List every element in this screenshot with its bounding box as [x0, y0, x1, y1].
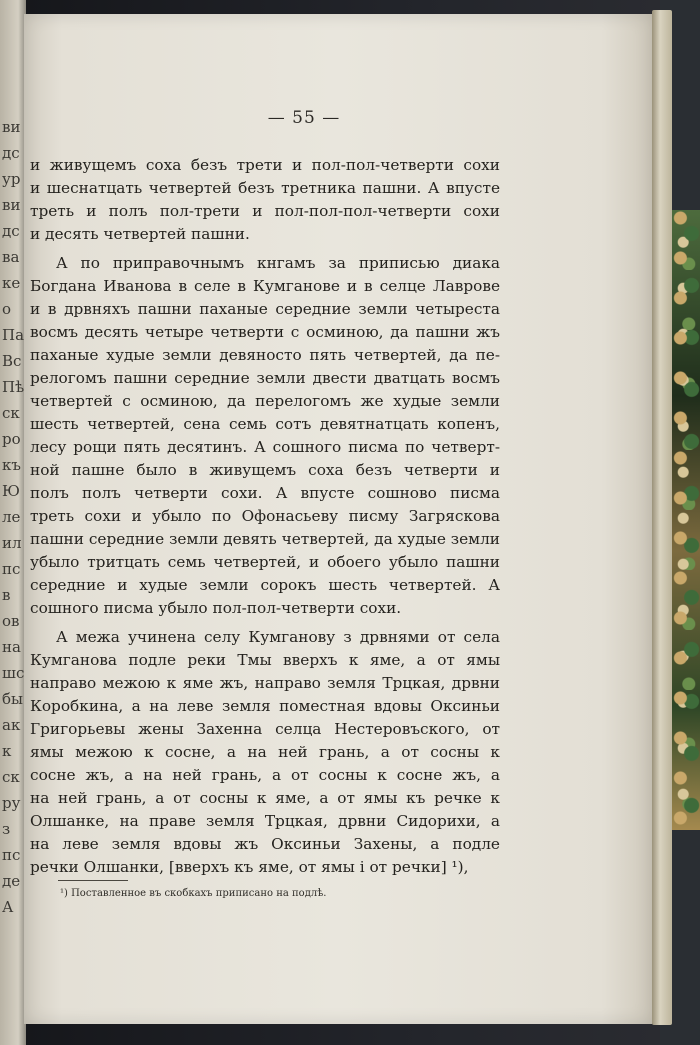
left-page-fragment: ск: [2, 768, 20, 786]
left-page-fragment: о: [2, 300, 12, 318]
text-line: и шеснатцать четвертей безъ третника пашни. А впусте: [30, 179, 500, 197]
paragraph: [30, 252, 500, 620]
text-line: и десять четвертей пашни.: [30, 225, 250, 243]
text-line: четвертей с осминою, да перелогомъ же худые земли: [30, 392, 500, 410]
left-page-fragment: ур: [2, 170, 21, 188]
left-page-fragment: ру: [2, 794, 21, 812]
left-page-fragment: Ю: [2, 482, 20, 500]
left-page-fragment: в: [2, 586, 11, 604]
left-page-fragment: бы: [2, 690, 23, 708]
text-line: Олшанке, на праве земля Трцкая, дрвни Сидорихи, а: [30, 812, 500, 830]
left-page-fragment: Па: [2, 326, 25, 344]
left-page-fragment: ак: [2, 716, 21, 734]
text-line: на ней грань, а от сосны к яме, а от ямы къ речке к: [30, 789, 500, 807]
text-line: ямы межою к сосне, а на ней грань, а от сосны к: [30, 743, 500, 761]
text-line: Богдана Иванова в селе в Кумганове и в селце Лаврове: [30, 277, 500, 295]
text-line: шесть четвертей, сена семь сотъ девятнатцать копенъ,: [30, 415, 500, 433]
paragraph: [30, 626, 500, 879]
text-line: на леве земля вдовы жъ Оксиньи Захены, а подле: [30, 835, 500, 853]
marbled-endpaper: [672, 210, 700, 830]
text-line: Григорьевы жены Захенна селца Нестеровъского, от: [30, 720, 500, 738]
left-page-fragment: ви: [2, 118, 21, 136]
text-line: и в дрвняхъ пашни паханые середние земли четыреста: [30, 300, 500, 318]
left-page-fragment: на: [2, 638, 21, 656]
text-line: Коробкина, а на леве земля поместная вдовы Оксиньи: [30, 697, 500, 715]
left-page-fragment: пс: [2, 846, 21, 864]
text-line: направо межою к яме жъ, направо земля Трцкая, дрвни: [30, 674, 500, 692]
text-line: полъ полъ четверти сохи. А впусте сошново писма: [30, 484, 500, 502]
text-line: Кумганова подле реки Тмы вверхъ к яме, а от ямы: [30, 651, 500, 669]
left-page-fragment: де: [2, 872, 21, 890]
left-page-fragment: ил: [2, 534, 22, 552]
text-line: А по приправочнымъ кнгамъ за приписью диака: [56, 254, 500, 272]
text-line: убыло тритцать семь четвертей, и обоего убыло пашни: [30, 553, 500, 571]
footnote-rule: [58, 880, 128, 881]
left-page-fragment: ке: [2, 274, 21, 292]
left-page-fragment: Пѣ: [2, 378, 25, 396]
left-page-fragment: ск: [2, 404, 20, 422]
left-page-fragment: к: [2, 742, 12, 760]
text-line: сошного писма убыло пол-пол-четверти сохи.: [30, 599, 402, 617]
text-line: треть сохи и убыло по Офонасьеву писму Загряскова: [30, 507, 500, 525]
previous-page-edge: [0, 0, 26, 1045]
left-page-fragment: з: [2, 820, 11, 838]
footnote: ¹) Поставленное въ скобкахъ приписано на подлѣ.: [60, 888, 327, 899]
page-block-edge: [652, 10, 672, 1025]
left-page-fragment: шс: [2, 664, 25, 682]
left-page-fragment: дс: [2, 144, 20, 162]
text-line: сосне жъ, а на ней грань, а от сосны к сосне жъ, а: [30, 766, 500, 784]
text-line: середние и худые земли сорокъ шесть четвертей. А: [30, 576, 500, 594]
text-line: треть и полъ пол-трети и пол-пол-пол-четверти сохи: [30, 202, 500, 220]
text-line: восмъ десять четыре четверти с осминою, да пашни жъ: [30, 323, 500, 341]
page-number: — 55 —: [267, 108, 341, 128]
left-page-fragment: пс: [2, 560, 21, 578]
text-line: А межа учинена селу Кумганову з дрвнями от села: [56, 628, 500, 646]
left-page-fragment: А: [2, 898, 14, 916]
left-page-fragment: ле: [2, 508, 21, 526]
left-page-fragment: ва: [2, 248, 20, 266]
text-line: релогомъ пашни середние земли двести дватцать восмъ: [30, 369, 500, 387]
left-page-fragment: Вс: [2, 352, 22, 370]
left-page-fragment: ов: [2, 612, 20, 630]
body-text: [30, 154, 500, 885]
left-page-fragment: дс: [2, 222, 20, 240]
left-page-fragment: къ: [2, 456, 21, 474]
left-page-fragment: ви: [2, 196, 21, 214]
book-page: [24, 14, 652, 1024]
text-line: паханые худые земли девяносто пять четвертей, да пе-: [30, 346, 500, 364]
paragraph: [30, 154, 500, 246]
text-line: и живущемъ соха безъ трети и пол-пол-четверти сохи: [30, 156, 500, 174]
text-line: ной пашне было в живущемъ соха безъ четверти и: [30, 461, 500, 479]
left-page-fragment: ро: [2, 430, 21, 448]
text-line: лесу рощи пять десятинъ. А сошного писма по четверт-: [30, 438, 500, 456]
text-line: пашни середние земли девять четвертей, да худые земли: [30, 530, 500, 548]
text-line: речки Олшанки, [вверхъ къ яме, от ямы і от речки] ¹),: [30, 858, 469, 876]
